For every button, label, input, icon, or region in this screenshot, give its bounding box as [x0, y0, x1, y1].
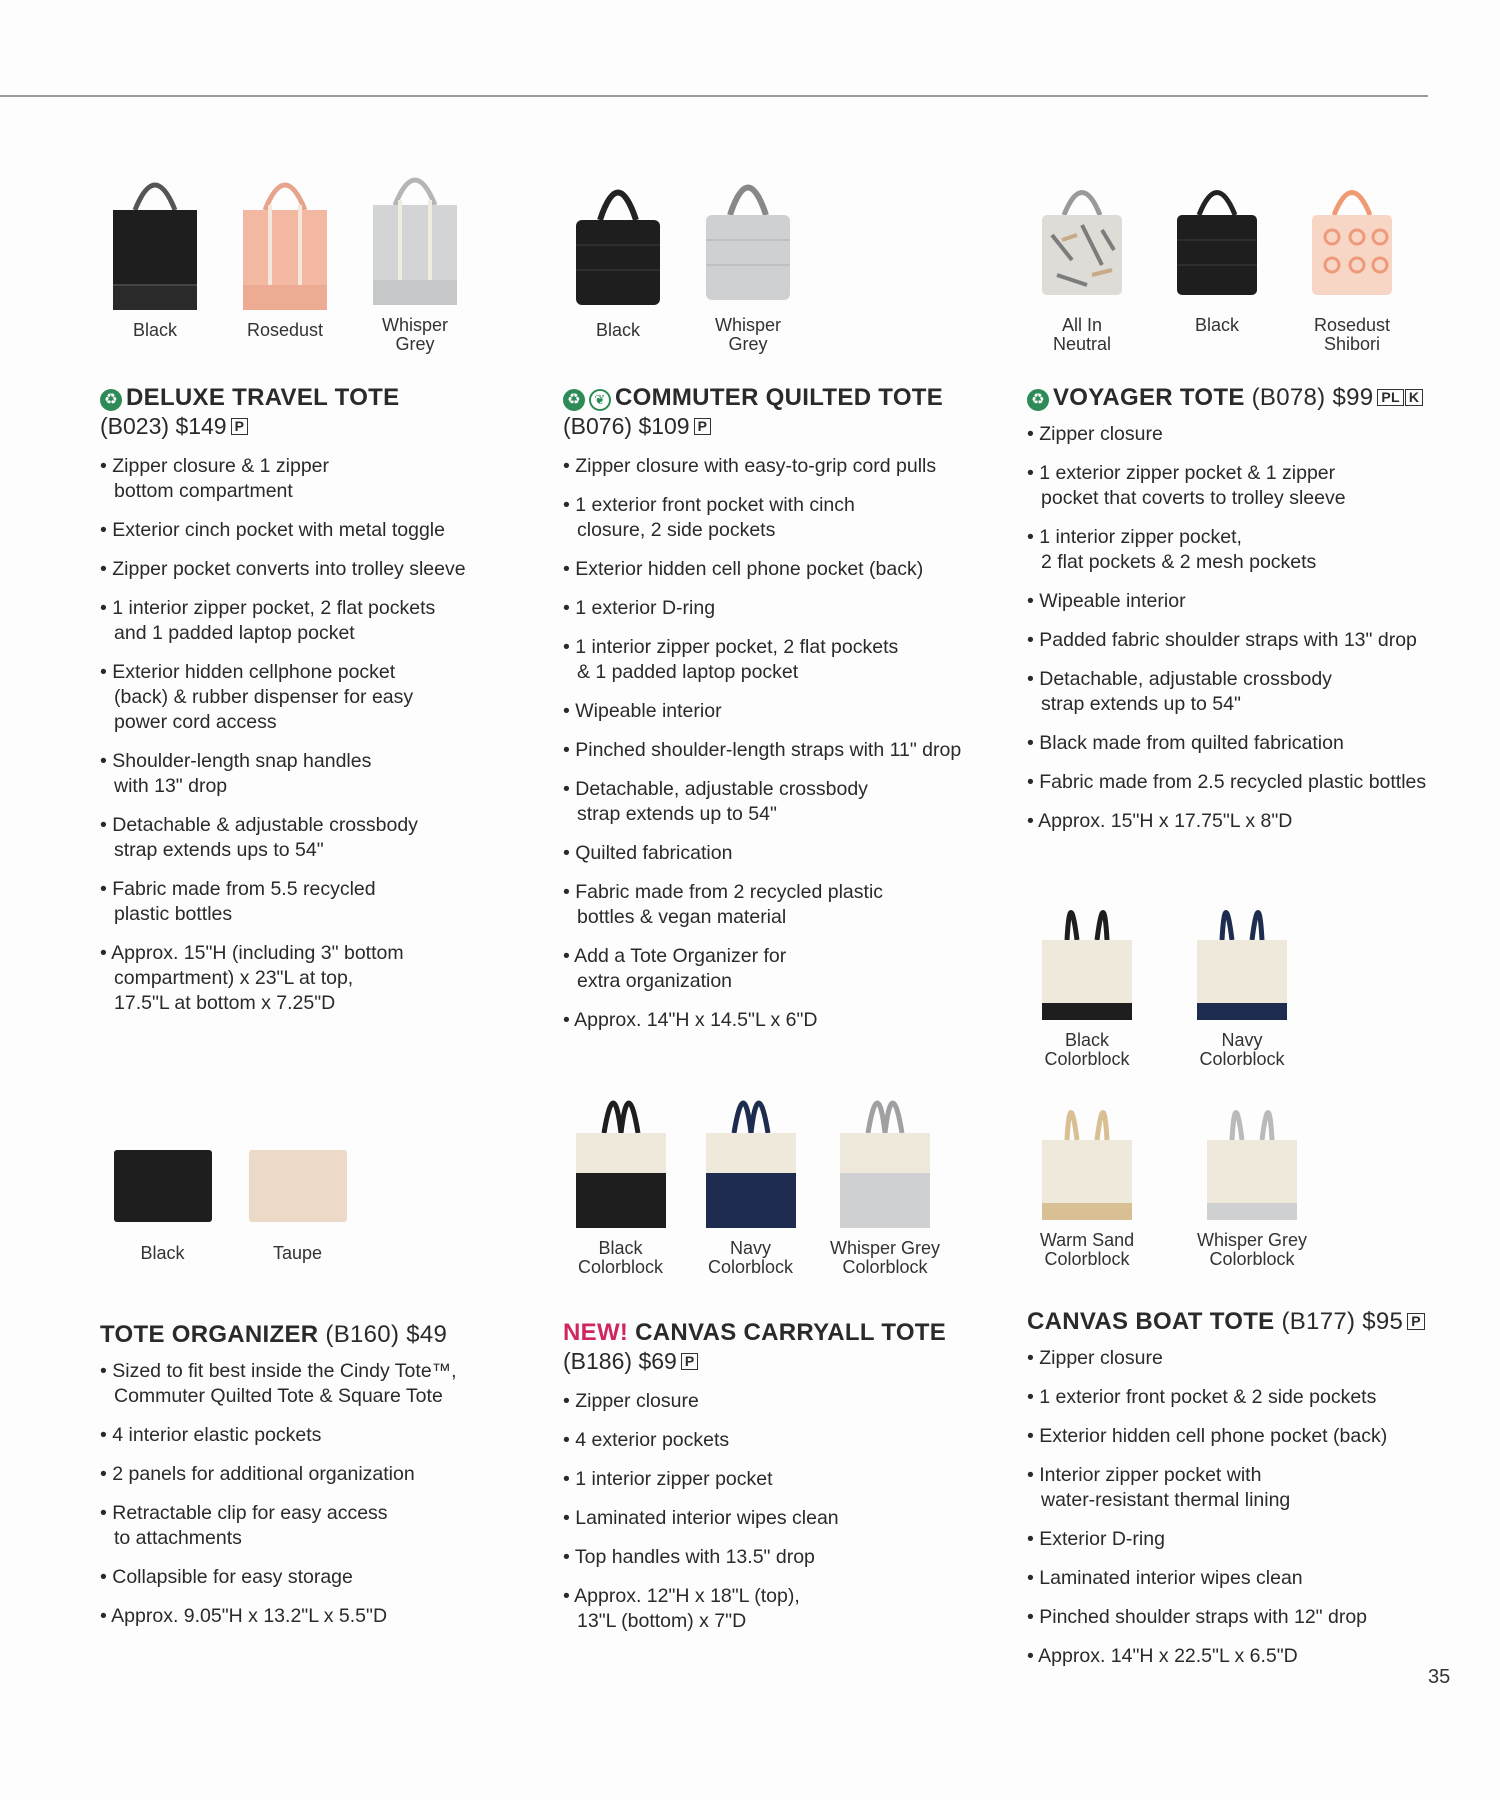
product-name: TOTE ORGANIZER	[100, 1321, 319, 1348]
recycled-icon: ♻	[1027, 389, 1049, 411]
feature-item: • Approx. 12"H x 18"L (top), 13"L (bottom) x 7"D	[563, 1584, 983, 1634]
feature-item: • Top handles with 13.5" drop	[563, 1545, 983, 1570]
bag-image-whisper-grey-colorblock	[1197, 1085, 1307, 1225]
swatch-label: Black	[1194, 315, 1239, 335]
feature-item: • Pinched shoulder-length straps with 11" drop	[563, 738, 983, 763]
bag-image-whisper-grey-colorblock	[830, 1078, 940, 1233]
product-code: (B177)	[1281, 1308, 1356, 1335]
product-code: (B023)	[100, 413, 170, 439]
swatch-carryall-black-colorblock[interactable]	[558, 1078, 683, 1277]
product-code: (B076)	[563, 413, 633, 439]
personalization-badge: P	[231, 418, 248, 435]
bag-image-rosedust-shibori	[1302, 165, 1402, 310]
product-title	[563, 383, 983, 412]
bag-image-rosedust	[235, 165, 335, 315]
product-title	[100, 1320, 520, 1349]
feature-item: • Black made from quilted fabrication	[1027, 731, 1457, 756]
tote-organizer-section	[100, 1140, 520, 1643]
feature-item: • 1 interior zipper pocket, 2 flat pockets and 1 padded laptop pocket	[100, 596, 500, 646]
canvas-boat-tote-swatches	[1027, 885, 1407, 1275]
feature-item: • Zipper closure with easy-to-grip cord pulls	[563, 454, 983, 479]
product-name: CANVAS BOAT TOTE	[1027, 1308, 1275, 1335]
feature-item: • Exterior D-ring	[1027, 1527, 1457, 1552]
feature-item: • 1 exterior front pocket & 2 side pockets	[1027, 1385, 1457, 1410]
swatch-label: Rosedust Shibori	[1313, 315, 1391, 354]
feature-list	[563, 454, 983, 1033]
feature-item: • Interior zipper pocket with water-resistant thermal lining	[1027, 1463, 1457, 1513]
feature-item: • Sized to fit best inside the Cindy Tote™, Commuter Quilted Tote & Square Tote	[100, 1359, 520, 1409]
product-code: (B160)	[325, 1321, 400, 1348]
swatch-label: Warm Sand Colorblock	[1039, 1230, 1135, 1269]
feature-item: • Approx. 9.05"H x 13.2"L x 5.5"D	[100, 1604, 520, 1629]
personalization-badge: PL	[1377, 389, 1404, 406]
swatch-commuter-whisper-grey[interactable]	[693, 160, 803, 354]
feature-item: • Fabric made from 2.5 recycled plastic bottles	[1027, 770, 1457, 795]
feature-item: • Approx. 14"H x 22.5"L x 6.5"D	[1027, 1644, 1457, 1669]
swatch-deluxe-whisper-grey[interactable]	[360, 160, 470, 354]
swatch-boat-black-colorblock[interactable]	[1027, 885, 1147, 1069]
product-price: $69	[638, 1348, 677, 1374]
bag-image-black	[1167, 165, 1267, 310]
feature-item: • Zipper closure	[563, 1389, 983, 1414]
bag-image-navy-colorblock	[696, 1078, 806, 1233]
feature-item: • Exterior cinch pocket with metal toggle	[100, 518, 500, 543]
commuter-quilted-tote-section	[563, 165, 983, 1047]
swatch-voyager-rosedust-shibori[interactable]	[1297, 165, 1407, 354]
product-title	[100, 383, 500, 412]
product-price: $99	[1332, 384, 1374, 411]
swatch-boat-navy-colorblock[interactable]	[1182, 885, 1302, 1069]
feature-list	[1027, 1346, 1457, 1669]
feature-list	[100, 1359, 520, 1629]
deluxe-travel-tote-section	[100, 165, 500, 1030]
product-code: (B078)	[1251, 384, 1326, 411]
feature-item: • 1 interior zipper pocket, 2 flat pockets & 1 padded laptop pocket	[563, 635, 983, 685]
feature-item: • Detachable, adjustable crossbody strap extends up to 54"	[1027, 667, 1457, 717]
product-name: VOYAGER TOTE	[1053, 384, 1245, 411]
product-price: $109	[638, 413, 690, 439]
feature-item: • Quilted fabrication	[563, 841, 983, 866]
swatch-carryall-whisper-grey-colorblock[interactable]	[815, 1078, 955, 1277]
feature-item: • Detachable & adjustable crossbody strap extends ups to 54"	[100, 813, 500, 863]
feature-item: • Zipper closure	[1027, 1346, 1457, 1371]
canvas-carryall-tote-section	[563, 1078, 983, 1648]
feature-item: • Detachable, adjustable crossbody strap extends up to 54"	[563, 777, 983, 827]
product-title	[563, 1318, 983, 1347]
feature-list	[1027, 422, 1457, 834]
swatch-label: Whisper Grey	[714, 315, 781, 354]
feature-item: • Zipper pocket converts into trolley sleeve	[100, 557, 500, 582]
swatch-label: All In Neutral	[1052, 315, 1112, 354]
recycled-icon: ♻	[563, 389, 585, 411]
swatch-label: Whisper Grey Colorblock	[1196, 1230, 1308, 1269]
feature-item: • Fabric made from 2 recycled plastic bottles & vegan material	[563, 880, 983, 930]
swatch-label: Black Colorblock	[1044, 1030, 1130, 1069]
feature-item: • Approx. 15"H x 17.75"L x 8"D	[1027, 809, 1457, 834]
product-code-price	[563, 1347, 983, 1375]
canvas-boat-tote-section	[1027, 1307, 1457, 1683]
swatch-label: Navy Colorblock	[1199, 1030, 1285, 1069]
feature-item: • 1 exterior D-ring	[563, 596, 983, 621]
bag-image-black	[568, 165, 668, 315]
product-code: (B186)	[563, 1348, 633, 1374]
swatch-boat-warm-sand-colorblock[interactable]	[1027, 1085, 1147, 1269]
feature-item: • 4 exterior pockets	[563, 1428, 983, 1453]
feature-item: • 2 panels for additional organization	[100, 1462, 520, 1487]
feature-item: • 4 interior elastic pockets	[100, 1423, 520, 1448]
feature-list	[100, 454, 500, 1016]
feature-list	[563, 1389, 983, 1634]
feature-item: • Collapsible for easy storage	[100, 1565, 520, 1590]
page-number: 35	[1428, 1666, 1451, 1688]
feature-item: • Laminated interior wipes clean	[563, 1506, 983, 1531]
swatch-deluxe-black[interactable]	[100, 165, 210, 340]
swatch-commuter-black[interactable]	[563, 165, 673, 340]
feature-item: • Zipper closure & 1 zipper bottom compartment	[100, 454, 500, 504]
swatch-label: Rosedust	[246, 320, 324, 340]
product-price: $95	[1362, 1308, 1404, 1335]
feature-item: • 1 exterior zipper pocket & 1 zipper pocket that coverts to trolley sleeve	[1027, 461, 1457, 511]
swatch-carryall-navy-colorblock[interactable]	[688, 1078, 813, 1277]
swatch-organizer-taupe[interactable]	[235, 1140, 360, 1263]
organizer-image-black	[108, 1140, 218, 1230]
top-rule	[0, 95, 1428, 97]
feature-item: • Exterior hidden cell phone pocket (back)	[1027, 1424, 1457, 1449]
voyager-tote-section	[1027, 165, 1457, 848]
feature-item: • Laminated interior wipes clean	[1027, 1566, 1457, 1591]
swatch-deluxe-rosedust[interactable]	[230, 165, 340, 340]
swatch-label: Whisper Grey Colorblock	[829, 1238, 941, 1277]
product-name: CANVAS CARRYALL TOTE	[635, 1319, 947, 1346]
feature-item: • Retractable clip for easy access to attachments	[100, 1501, 520, 1551]
organizer-image-taupe	[243, 1140, 353, 1230]
product-price: $149	[175, 413, 227, 439]
personalization-badge: P	[1407, 1313, 1425, 1330]
product-title	[1027, 1307, 1457, 1336]
feature-item: • Approx. 15"H (including 3" bottom compartment) x 23"L at top, 17.5"L at bottom x 7.25"D	[100, 941, 500, 1016]
swatch-label: Whisper Grey	[381, 315, 448, 354]
feature-item: • Wipeable interior	[1027, 589, 1457, 614]
feature-item: • Padded fabric shoulder straps with 13" drop	[1027, 628, 1457, 653]
feature-item: • Zipper closure	[1027, 422, 1457, 447]
swatch-label: Black	[132, 320, 177, 340]
product-code-price	[563, 412, 983, 440]
feature-item: • Pinched shoulder straps with 12" drop	[1027, 1605, 1457, 1630]
bag-image-warm-sand-colorblock	[1032, 1085, 1142, 1225]
swatch-organizer-black[interactable]	[100, 1140, 225, 1263]
bag-image-navy-colorblock	[1187, 885, 1297, 1025]
bag-image-black-colorblock	[566, 1078, 676, 1233]
product-title	[1027, 383, 1457, 412]
feature-item: • Exterior hidden cell phone pocket (back)	[563, 557, 983, 582]
swatch-label: Navy Colorblock	[707, 1238, 794, 1277]
product-name: COMMUTER QUILTED TOTE	[615, 384, 944, 411]
swatch-voyager-all-in-neutral[interactable]	[1027, 165, 1137, 354]
bag-image-black	[105, 165, 205, 315]
new-label: NEW!	[563, 1319, 629, 1346]
swatch-label: Black Colorblock	[577, 1238, 664, 1277]
feature-item: • Approx. 14"H x 14.5"L x 6"D	[563, 1008, 983, 1033]
vegan-leaf-icon: ❦	[589, 389, 611, 411]
swatch-label: Black	[595, 320, 640, 340]
bag-image-whisper-grey	[365, 160, 465, 310]
feature-item: • Add a Tote Organizer for extra organization	[563, 944, 983, 994]
swatch-label: Taupe	[272, 1243, 323, 1263]
recycled-icon: ♻	[100, 389, 122, 411]
swatch-label: Black	[140, 1243, 185, 1263]
feature-item: • Exterior hidden cellphone pocket (back) & rubber dispenser for easy power cord access	[100, 660, 500, 735]
feature-item: • Fabric made from 5.5 recycled plastic bottles	[100, 877, 500, 927]
swatch-boat-whisper-grey-colorblock[interactable]	[1182, 1085, 1322, 1269]
bag-image-whisper-grey	[698, 160, 798, 310]
feature-item: • Shoulder-length snap handles with 13" drop	[100, 749, 500, 799]
bag-image-black-colorblock	[1032, 885, 1142, 1025]
feature-item: • 1 interior zipper pocket	[563, 1467, 983, 1492]
feature-item: • 1 exterior front pocket with cinch closure, 2 side pockets	[563, 493, 983, 543]
product-name: DELUXE TRAVEL TOTE	[126, 384, 400, 411]
personalization-badge: P	[694, 418, 711, 435]
feature-item: • 1 interior zipper pocket, 2 flat pockets & 2 mesh pockets	[1027, 525, 1457, 575]
feature-item: • Wipeable interior	[563, 699, 983, 724]
personalization-badge: P	[681, 1353, 698, 1370]
swatch-voyager-black[interactable]	[1162, 165, 1272, 335]
product-price: $49	[406, 1321, 448, 1348]
personalization-badge: K	[1405, 389, 1423, 406]
product-code-price	[100, 412, 500, 440]
bag-image-all-in-neutral	[1032, 165, 1132, 310]
